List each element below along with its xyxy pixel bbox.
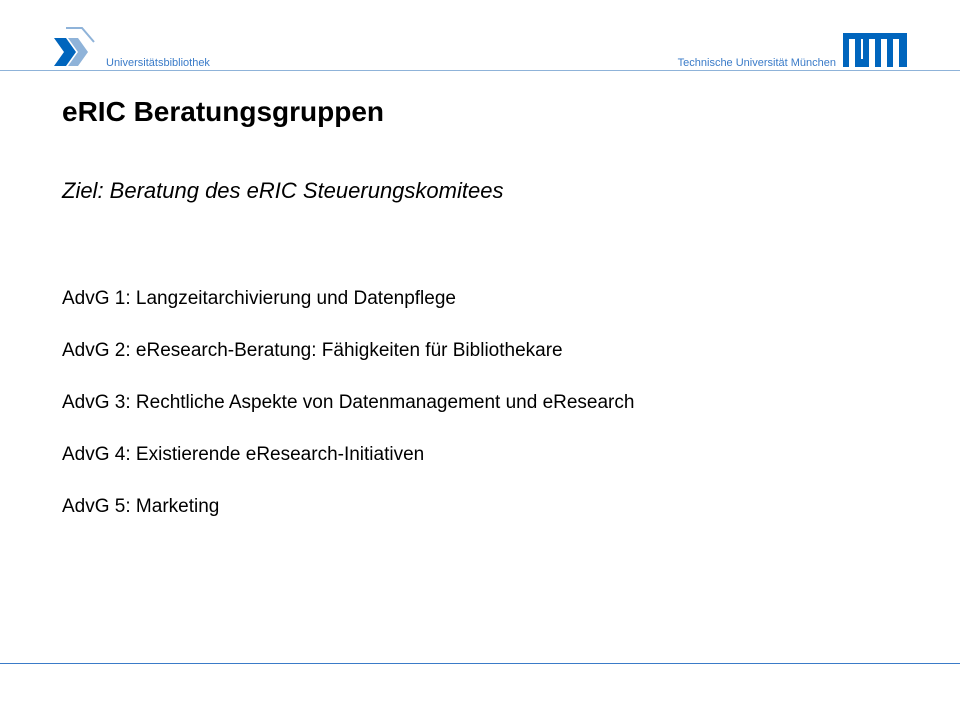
slide-header [0, 0, 960, 72]
ub-chevron-logo-icon [52, 26, 100, 70]
list-item: AdvG 1: Langzeitarchivierung und Datenpflege [62, 288, 456, 309]
university-label: Technische Universität München [677, 57, 836, 69]
library-label: Universitätsbibliothek [106, 57, 210, 69]
list-item: AdvG 3: Rechtliche Aspekte von Datenmanagement und eResearch [62, 392, 635, 413]
tum-logo-icon [843, 33, 907, 67]
list-item: AdvG 5: Marketing [62, 496, 220, 517]
list-item: AdvG 2: eResearch-Beratung: Fähigkeiten für Bibliothekare [62, 340, 563, 361]
advisory-group-list [62, 288, 634, 548]
slide-subtitle: Ziel: Beratung des eRIC Steuerungskomitees [62, 178, 504, 203]
header-divider [0, 70, 960, 71]
list-item: AdvG 4: Existierende eResearch-Initiativen [62, 444, 425, 465]
footer-divider [0, 663, 960, 664]
slide-title: eRIC Beratungsgruppen [62, 96, 385, 127]
